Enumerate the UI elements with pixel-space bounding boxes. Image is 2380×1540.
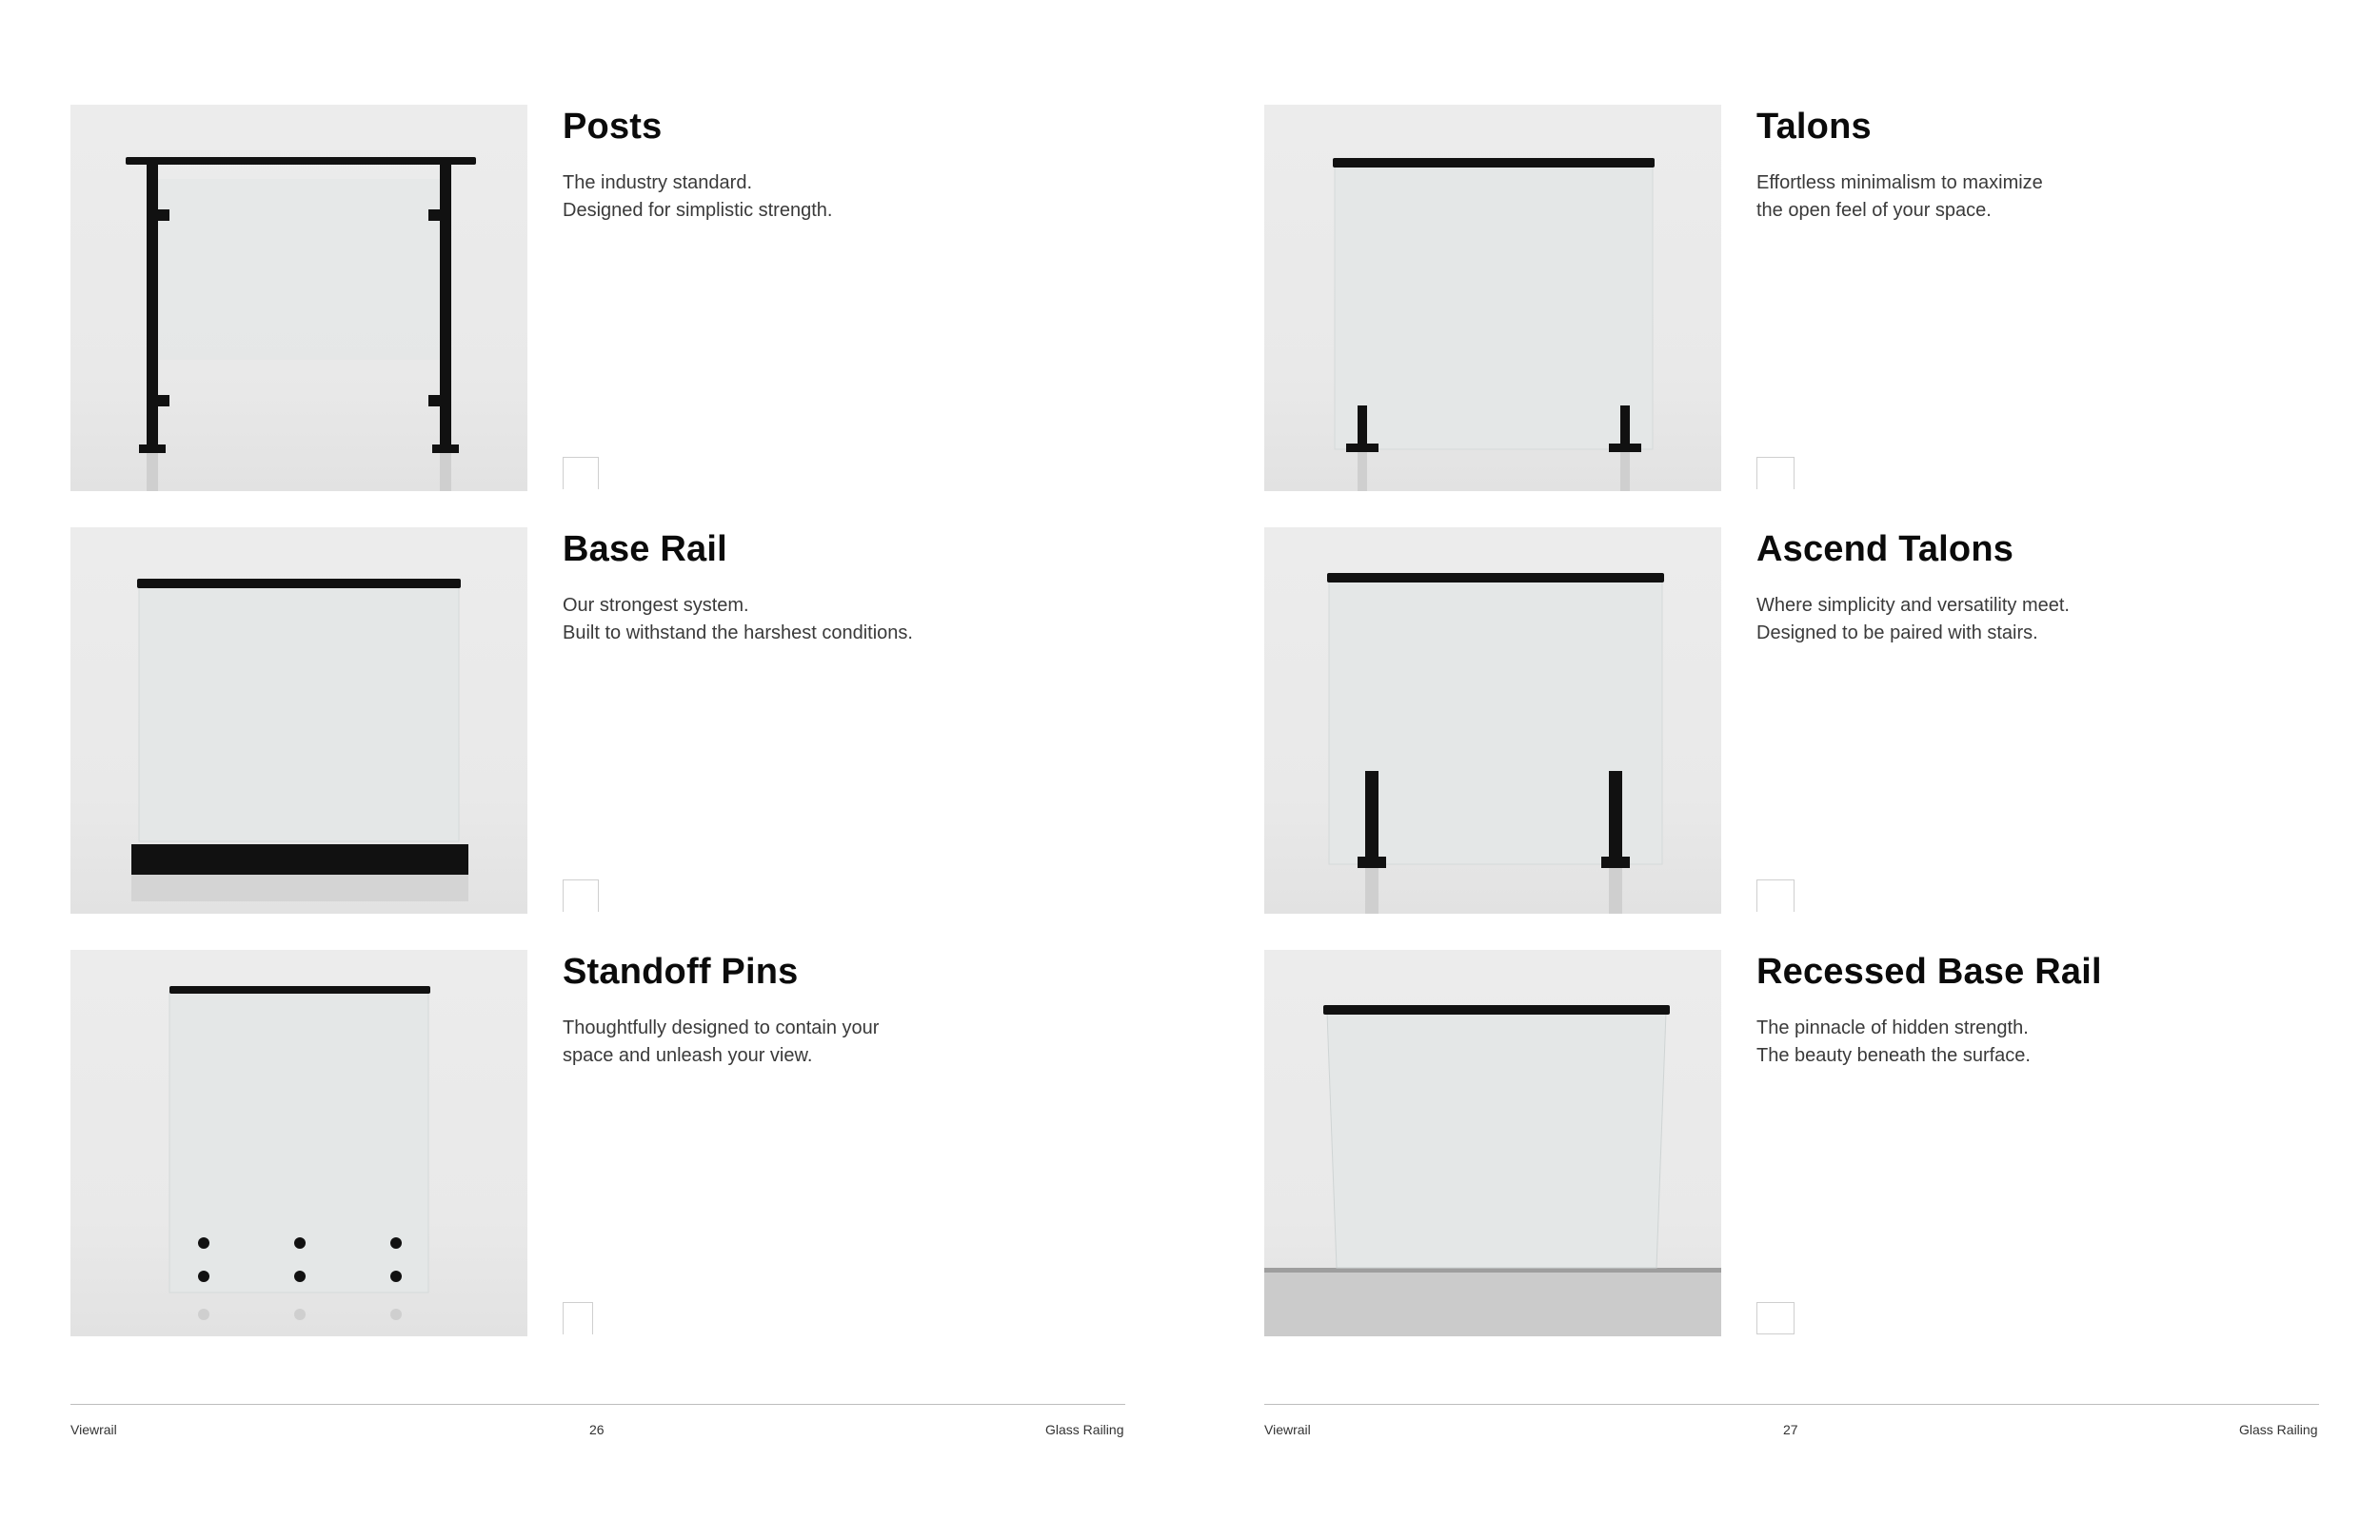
- left-page: [70, 0, 1194, 1540]
- product-description: Effortless minimalism to maximize the open feel of your space.: [1756, 172, 2043, 221]
- ascend-talons-illustration: [1264, 527, 1721, 914]
- product-standoff-pins: [70, 950, 1194, 1336]
- ascend-talons-image: [1264, 527, 1721, 914]
- product-talons: [1264, 105, 2380, 491]
- product-thumbnail: [1756, 457, 1795, 489]
- footer-page-number: 27: [1783, 1422, 1798, 1437]
- product-title: Posts: [563, 107, 663, 147]
- footer-brand: Viewrail: [1264, 1422, 1311, 1437]
- product-description: Our strongest system. Built to withstand the harshest conditions.: [563, 595, 913, 643]
- product-thumbnail: [1756, 879, 1795, 912]
- footer-page-number: 26: [589, 1422, 605, 1437]
- base-rail-illustration: [70, 527, 527, 914]
- product-thumbnail: [563, 457, 599, 489]
- footer-divider: [1264, 1404, 2319, 1405]
- footer-section: Glass Railing: [2239, 1422, 2318, 1437]
- product-title: Talons: [1756, 107, 1872, 147]
- right-page: [1264, 0, 2380, 1540]
- footer-divider: [70, 1404, 1125, 1405]
- product-recessed-base-rail: [1264, 950, 2380, 1336]
- base-rail-image: [70, 527, 527, 914]
- product-thumbnail: [563, 879, 599, 912]
- product-description: The industry standard. Designed for simplistic strength.: [563, 172, 833, 221]
- product-description: Where simplicity and versatility meet. Designed to be paired with stairs.: [1756, 595, 2070, 643]
- product-thumbnail: [1756, 1302, 1795, 1334]
- recessed-base-rail-image: [1264, 950, 1721, 1336]
- talons-image: [1264, 105, 1721, 491]
- product-description: Thoughtfully designed to contain your space and unleash your view.: [563, 1017, 880, 1066]
- product-thumbnail: [563, 1302, 593, 1334]
- standoff-pins-illustration: [70, 950, 527, 1336]
- product-posts: [70, 105, 1194, 491]
- product-title: Ascend Talons: [1756, 529, 2014, 569]
- product-title: Recessed Base Rail: [1756, 952, 2102, 992]
- product-ascend-talons: [1264, 527, 2380, 914]
- product-description: The pinnacle of hidden strength. The beauty beneath the surface.: [1756, 1017, 2031, 1066]
- product-title: Standoff Pins: [563, 952, 799, 992]
- product-base-rail: [70, 527, 1194, 914]
- standoff-pins-image: [70, 950, 527, 1336]
- talons-illustration: [1264, 105, 1721, 491]
- product-title: Base Rail: [563, 529, 727, 569]
- footer-brand: Viewrail: [70, 1422, 117, 1437]
- posts-railing-image: [70, 105, 527, 491]
- recessed-base-rail-illustration: [1264, 950, 1721, 1336]
- posts-railing-illustration: [70, 105, 527, 491]
- footer-section: Glass Railing: [1045, 1422, 1124, 1437]
